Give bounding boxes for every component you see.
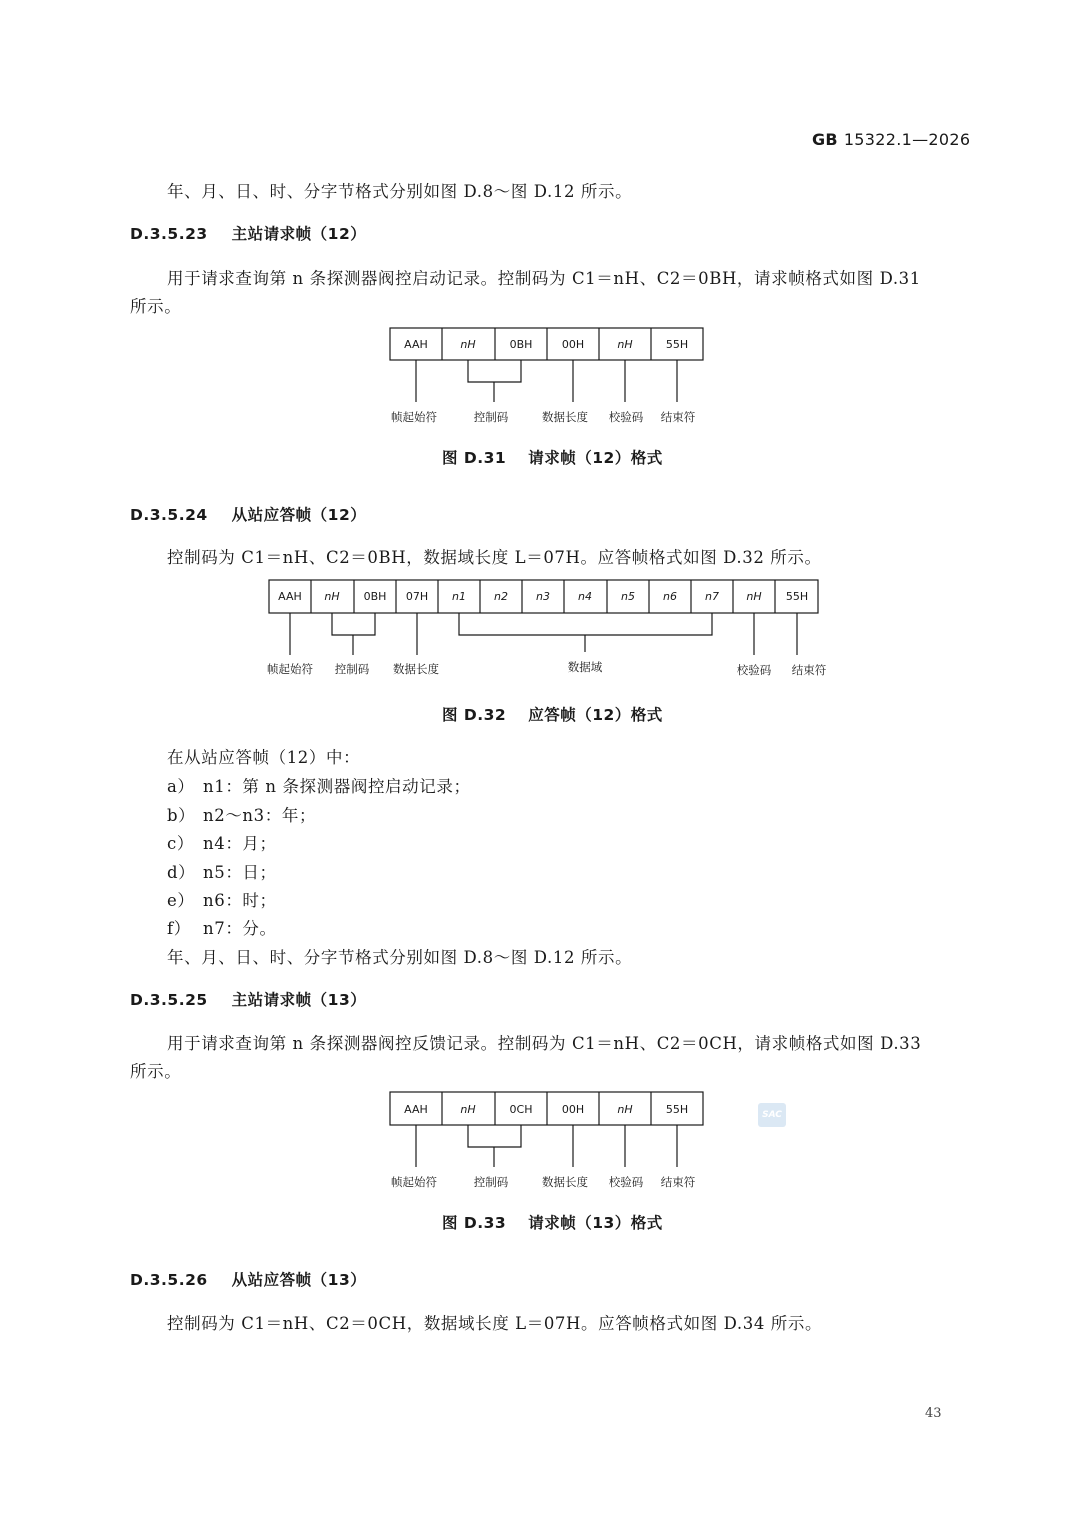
list-item-c — [167, 830, 277, 854]
list-intro: 在从站应答帧（12）中： — [167, 748, 361, 767]
leader-lines-d31 — [416, 360, 677, 402]
caption-title: 应答帧（12）格式 — [528, 706, 663, 724]
paragraph-d3525-line1: 用于请求查询第 n 条探测器阀控反馈记录。控制码为 C1＝nH、C2＝0CH，请求帧格式如图 D.33 — [167, 1034, 922, 1053]
frame-cells-d31 — [390, 328, 703, 360]
list-text: n6：时； — [203, 891, 277, 910]
list-marker: d） — [167, 863, 196, 882]
label-frame-end: 结束符 — [660, 410, 696, 424]
list-item-e — [167, 887, 277, 911]
cell-nh: nH — [324, 590, 340, 603]
page-number: 43 — [925, 1406, 942, 1421]
caption-title: 请求帧（13）格式 — [528, 1214, 663, 1232]
label-frame-start: 帧起始符 — [391, 1175, 437, 1189]
cell-c2: 0BH — [363, 590, 387, 603]
caption-number: 图 D.33 — [442, 1214, 507, 1232]
label-control-code: 控制码 — [473, 410, 509, 424]
figure-d31-caption — [442, 446, 663, 468]
section-heading-d3524 — [130, 503, 366, 525]
standard-prefix: GB — [812, 130, 838, 149]
paragraph-byte-format-1: 年、月、日、时、分字节格式分别如图 D.8～图 D.12 所示。 — [167, 182, 633, 201]
section-number: D.3.5.26 — [130, 1271, 208, 1289]
cell-nh: nH — [460, 1103, 476, 1116]
label-checksum: 校验码 — [608, 410, 644, 424]
list-text: n2～n3：年； — [203, 806, 317, 825]
label-data-length: 数据长度 — [542, 1175, 588, 1189]
section-number: D.3.5.25 — [130, 991, 208, 1009]
figure-d32-caption — [442, 703, 663, 725]
cell-c2: 0BH — [509, 338, 533, 351]
cell-end: 55H — [785, 590, 809, 603]
label-control-code: 控制码 — [473, 1175, 509, 1189]
list-item-d — [167, 859, 277, 883]
leader-lines-d32 — [290, 613, 797, 655]
label-control-code: 控制码 — [334, 662, 370, 676]
paragraph-d3524: 控制码为 C1＝nH、C2＝0BH，数据域长度 L＝07H。应答帧格式如图 D.32 所示。 — [167, 548, 822, 567]
list-text: n7：分。 — [203, 919, 277, 938]
section-title: 主站请求帧（12） — [231, 225, 367, 243]
sac-watermark-logo: SAC — [758, 1103, 786, 1127]
label-frame-start: 帧起始符 — [391, 410, 437, 424]
section-title: 主站请求帧（13） — [231, 991, 367, 1009]
cell-aah: AAH — [278, 590, 302, 603]
label-frame-start: 帧起始符 — [267, 662, 313, 676]
cell-n5: n5 — [621, 590, 635, 603]
list-marker: b） — [167, 806, 196, 825]
list-text: n5：日； — [203, 863, 277, 882]
list-text: n4：月； — [203, 834, 277, 853]
label-frame-end: 结束符 — [660, 1175, 696, 1189]
section-title: 从站应答帧（13） — [231, 1271, 367, 1289]
standard-number: 15322.1—2026 — [843, 130, 971, 149]
cell-n7: n7 — [705, 590, 719, 603]
caption-number: 图 D.32 — [442, 706, 507, 724]
cell-end: 55H — [665, 1103, 689, 1116]
paragraph-d3525-line2: 所示。 — [130, 1062, 182, 1081]
cell-c2: 0CH — [509, 1103, 533, 1116]
cell-n4: n4 — [578, 590, 592, 603]
paragraph-byte-format-2: 年、月、日、时、分字节格式分别如图 D.8～图 D.12 所示。 — [167, 948, 633, 967]
list-marker: f） — [167, 919, 191, 938]
cell-n3: n3 — [536, 590, 550, 603]
figure-d33-caption — [442, 1211, 663, 1233]
caption-number: 图 D.31 — [442, 449, 507, 467]
cell-checksum: nH — [617, 1103, 633, 1116]
cell-end: 55H — [665, 338, 689, 351]
label-data-length: 数据长度 — [542, 410, 588, 424]
section-title: 从站应答帧（12） — [231, 506, 367, 524]
list-marker: a） — [167, 777, 195, 796]
paragraph-d3523-line2: 所示。 — [130, 297, 182, 316]
frame-cells-d33 — [390, 1092, 703, 1125]
list-text: n1：第 n 条探测器阀控启动记录； — [203, 777, 471, 796]
label-checksum: 校验码 — [736, 663, 772, 677]
cell-n1: n1 — [452, 590, 466, 603]
paragraph-d3526: 控制码为 C1＝nH、C2＝0CH，数据域长度 L＝07H。应答帧格式如图 D.34 所示。 — [167, 1314, 823, 1333]
list-item-f — [167, 915, 277, 939]
cell-length: 00H — [561, 1103, 585, 1116]
cell-nh: nH — [460, 338, 476, 351]
label-data-field: 数据域 — [567, 660, 603, 674]
leader-lines-d33 — [416, 1125, 677, 1167]
list-marker: c） — [167, 834, 194, 853]
label-checksum: 校验码 — [608, 1175, 644, 1189]
cell-n6: n6 — [663, 590, 677, 603]
cell-aah: AAH — [404, 338, 428, 351]
section-heading-d3526 — [130, 1268, 366, 1290]
cell-checksum: nH — [617, 338, 633, 351]
section-number: D.3.5.24 — [130, 506, 208, 524]
label-data-length: 数据长度 — [393, 662, 439, 676]
cell-n2: n2 — [494, 590, 508, 603]
cell-checksum: nH — [746, 590, 762, 603]
list-item-a — [167, 773, 471, 797]
section-number: D.3.5.23 — [130, 225, 208, 243]
cell-aah: AAH — [404, 1103, 428, 1116]
cell-length: 00H — [561, 338, 585, 351]
list-marker: e） — [167, 891, 195, 910]
paragraph-d3523-line1: 用于请求查询第 n 条探测器阀控启动记录。控制码为 C1＝nH、C2＝0BH，请求帧格式如图 D.31 — [167, 269, 921, 288]
cell-length: 07H — [405, 590, 429, 603]
list-item-b — [167, 802, 316, 826]
section-heading-d3525 — [130, 988, 366, 1010]
caption-title: 请求帧（12）格式 — [528, 449, 663, 467]
label-frame-end: 结束符 — [791, 663, 827, 677]
